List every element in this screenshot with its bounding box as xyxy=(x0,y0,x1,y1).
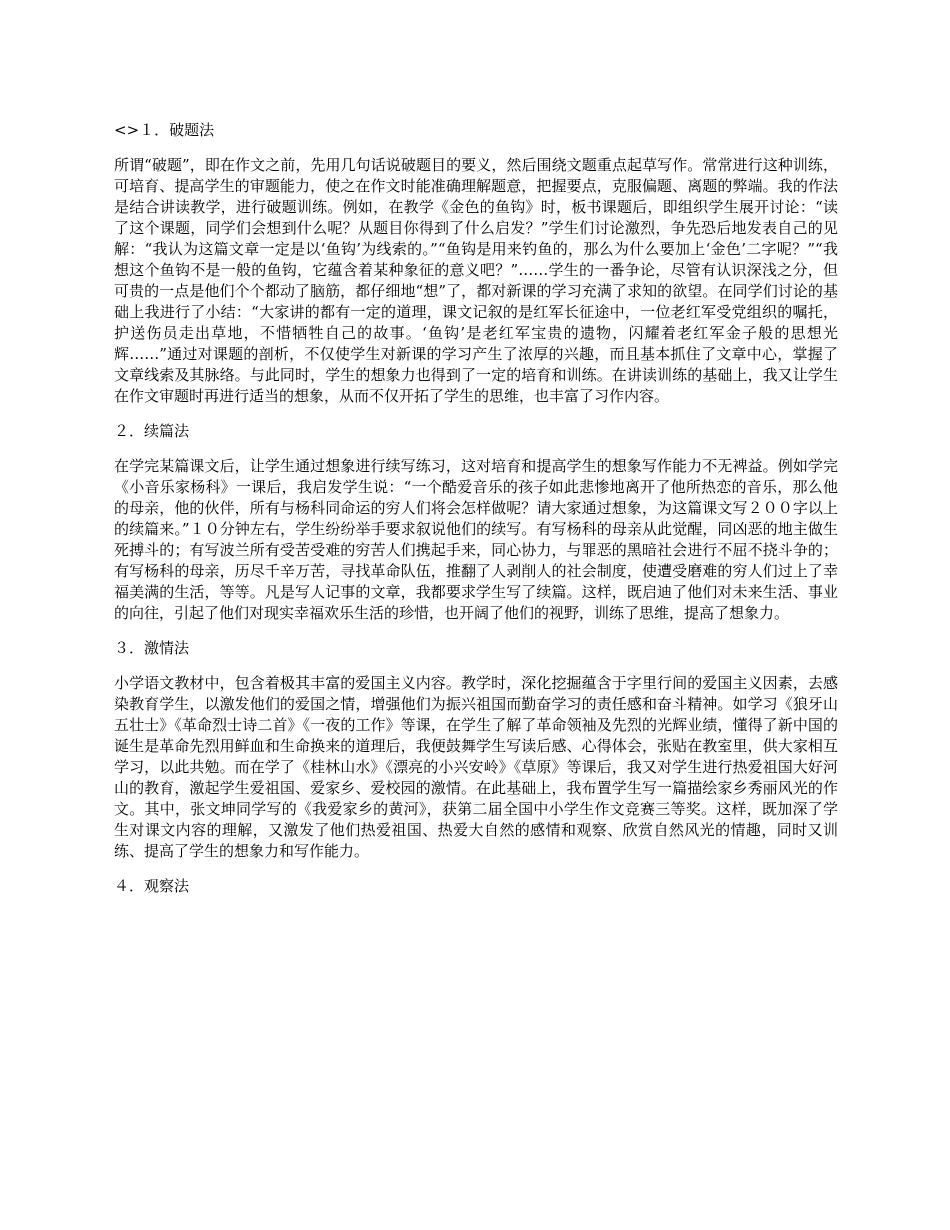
section-heading-2: ２．续篇法 xyxy=(114,422,190,440)
section-heading-1: <>１．破题法 xyxy=(114,121,215,139)
section-heading-4: ４．观察法 xyxy=(114,877,190,895)
section-paragraph-3: 小学语文教材中，包含着极其丰富的爱国主义内容。教学时，深化挖掘蕴含于字里行间的爱国主义因素，去感染教育学生，以激发他们的爱国之情，增强他们为振兴祖国而勤奋学习的责任感和奋斗精神。如学习《狼牙山五壮士》《革命烈士诗二首》《一夜的工作》等课，在学生了解了革命领袖及先烈的光辉业绩，懂得了新中国的诞生是革命先烈用鲜血和生命换来的道理后，我便鼓舞学生写读后感、心得体会，张贴在教室里，供大家相互学习，以此共勉。而在学了《桂林山水》《漂亮的小兴安岭》《草原》等课后，我又对学生进行热爱祖国大好河山的教育，激起学生爱祖国、爱家乡、爱校园的激情。在此基础上，我布置学生写一篇描绘家乡秀丽风光的作文。其中，张文坤同学写的《我爱家乡的黄河》，获第二届全国中小学生作文竞赛三等奖。这样，既加深了学生对课文内容的理解，又激发了他们热爱祖国、热爱大自然的感情和观察、欣赏自然风光的情趣，同时又训练、提高了学生的想象力和写作能力。 xyxy=(114,674,838,860)
section-paragraph-2: 在学完某篇课文后，让学生通过想象进行续写练习，这对培育和提高学生的想象写作能力不无裨益。例如学完《小音乐家杨科》一课后，我启发学生说：“一个酷爱音乐的孩子如此悲惨地离开了他所热恋的音乐，那么他的母亲，他的伙伴，所有与杨科同命运的穷人们将会怎样做呢？请大家通过想象，为这篇课文写２００字以上的续篇来。”１０分钟左右，学生纷纷举手要求叙说他们的续写。有写杨科的母亲从此觉醒，同凶恶的地主做生死搏斗的；有写波兰所有受苦受难的穷苦人们携起手来，同心协力，与罪恶的黑暗社会进行不屈不挠斗争的；有写杨科的母亲，历尽千辛万苦，寻找革命队伍，推翻了人剥削人的社会制度，使遭受磨难的穷人们过上了幸福美满的生活，等等。凡是写人记事的文章，我都要求学生写了续篇。这样，既启迪了他们对未来生活、事业的向往，引起了他们对现实幸福欢乐生活的珍惜，也开阔了他们的视野，训练了思维，提高了想象力。 xyxy=(114,457,838,622)
section-paragraph-1: 所谓“破题”，即在作文之前，先用几句话说破题目的要义，然后围绕文题重点起草写作。常常进行这种训练，可培育、提高学生的审题能力，使之在作文时能准确理解题意，把握要点，克服偏题、离题的弊端。我的作法是结合讲读教学，进行破题训练。例如，在教学《金色的鱼钩》时，板书课题后，即组织学生展开讨论：“读了这个课题，同学们会想到什么呢？从题目你得到了什么启发？”学生们讨论激烈，争先恐后地发表自己的见解：“我认为这篇文章一定是以‘鱼钩’为线索的。”“鱼钩是用来钓鱼的，那么为什么要加上‘金色’二字呢？”“我想这个鱼钩不是一般的鱼钩，它蕴含着某种象征的意义吧？”……学生的一番争论，尽管有认识深浅之分，但可贵的一点是他们个个都动了脑筋，都仔细地“想”了，都对新课的学习充满了求知的欲望。在同学们讨论的基础上我进行了小结：“大家讲的都有一定的道理，课文记叙的是红军长征途中，一位老红军受党组织的嘱托，护送伤员走出草地，不惜牺牲自己的故事。‘鱼钩’是老红军宝贵的遗物，闪耀着老红军金子般的思想光辉……”通过对课题的剖析，不仅使学生对新课的学习产生了浓厚的兴趣，而且基本抓住了文章中心，掌握了文章线索及其脉络。与此同时，学生的想象力也得到了一定的培育和训练。在讲读训练的基础上，我又让学生在作文审题时再进行适当的想象，从而不仅开拓了学生的思维，也丰富了习作内容。 xyxy=(114,156,838,405)
document-page xyxy=(114,120,838,911)
section-heading-3: ３．激情法 xyxy=(114,639,190,657)
